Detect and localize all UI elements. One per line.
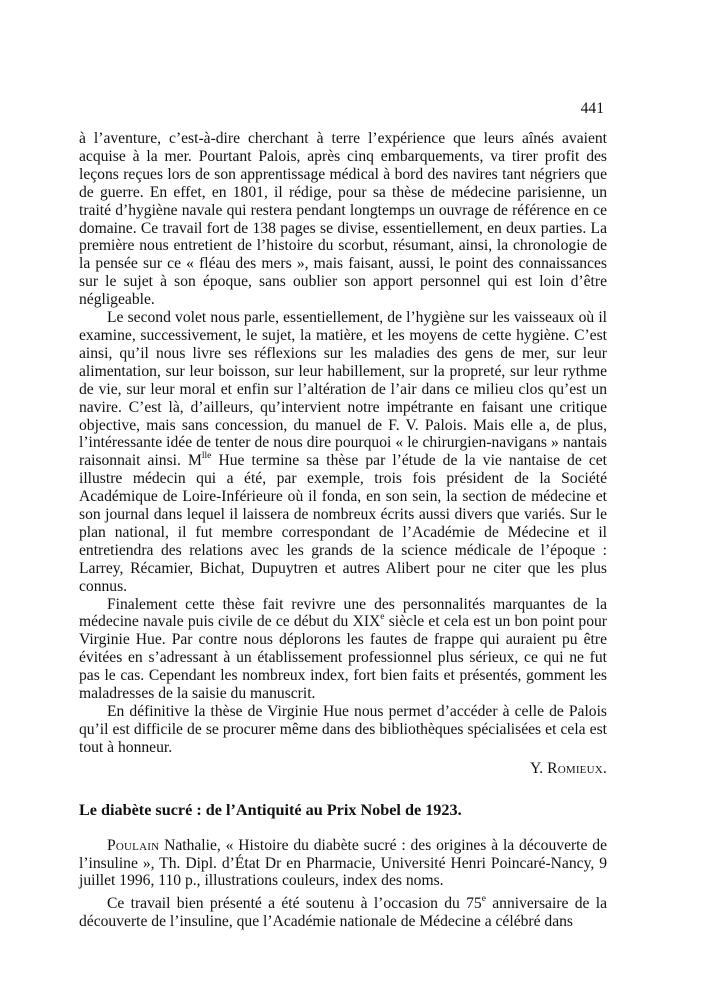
mlle-abbrev: $M^{lle}$ xyxy=(188,451,212,470)
paragraph-2-text: Le second volet nous parle, essentiellement, de l’hygiène sur les vaisseaux où il examine, successivement, le sujet, la matière, et les moyens de cette hygiène. C’est ainsi, qu’il nous livre ses réflexions sur les maladies des gens de mer, sur leur alimentation, sur leur boisson, sur leur habillement, sur la propreté, sur leur rythme de vie, sur leur moral et enfin sur l’altération de l’air dans ce milieu clos qu’est un navire. C’est là, d’ailleurs, qu’intervient notre impétrante en faisant une critique objective, mais sans concession, du manuel de F. V. Palois. Mais elle a, de plus, l’intéressante idée de tenter de nous dire pourquoi « le chirurgien-navigans » nantais raisonnait ainsi. xyxy=(79,309,607,470)
article-body xyxy=(79,130,607,931)
paragraph-3-rest: siècle et cela est un bon point pour Virginie Hue. Par contre nous déplorons les fautes de frappe qui auraient pu être évitées en s’adressant à un établissement professionnel plus sérieux, ce qui ne fut pas le cas. Cependant les nombreux index, fort bien faits et présentés, gomment les maladresses de la saisie du manuscrit. xyxy=(79,613,607,703)
ordinal-sup: e xyxy=(481,894,486,905)
reference-author: Poulain xyxy=(107,836,160,854)
paragraph-2 xyxy=(79,309,607,596)
paragraph-4: En définitive la thèse de Virginie Hue nous permet d’accéder à celle de Palois qu’il est difficile de se procurer même dans des bibliothèques spécialisées et cela est tout à honneur. xyxy=(79,703,607,756)
review-signature: Y. Romieux. xyxy=(530,759,607,777)
closing-paragraph: Ce travail bien présenté a été soutenu à l’occasion du 75e anniversaire de la découverte de l’insuline, que l’Académie nationale de Médecine a célébré dans xyxy=(79,894,607,931)
reference-details: Nathalie, « Histoire du diabète sucré : des origines à la découverte de l’insuline », Th. Dipl. d’État Dr en Pharmacie, Université Henri Poincaré-Nancy, 9 juillet 1996, 110 p., illustrations couleurs, index des noms. xyxy=(79,836,607,890)
paragraph-2-continuation: Hue termine sa thèse par l’étude de la vie nantaise de cet illustre médecin qui a été, par exemple, trois fois président de la Société Académique de Loire-Inférieure où il fonda, en son sein, la section de médecine et son journal dans lequel il laissera de nombreux écrits aussi divers que variés. Sur le plan national, il fut membre correspondant de l’Académie de Médecine et il entretiendra des relations avec les grands de la science médicale de l’époque : Larrey, Récamier, Bichat, Dupuytren et autres Alibert pour ne citer que les plus connus. xyxy=(79,452,608,595)
paragraph-1: à l’aventure, c’est-à-dire cherchant à terre l’expérience que leurs aînés avaient acquise à la mer. Pourtant Palois, après cinq embarquements, va tirer profit des leçons reçues lors de son apprentissage médical à bord des navires tant négriers que de guerre. En effet, en 1801, il rédige, pour sa thèse de médecine parisienne, un traité d’hygiène navale qui restera pendant longtemps un ouvrage de référence en ce domaine. Ce travail fort de 138 pages se divise, essentiellement, en deux parties. La première nous entretient de l’histoire du scorbut, résumant, ainsi, la chronologie de la pensée sur ce « fléau des mers », mais faisant, aussi, le point des connaissances sur le sujet à son époque, sans oublier son apport personnel qui est loin d’être négligeable. xyxy=(79,130,607,309)
book-reference xyxy=(79,837,607,891)
section-title: Le diabète sucré : de l’Antiquité au Prix Nobel de 1923. xyxy=(79,800,462,819)
page-number: 441 xyxy=(580,100,604,117)
signature-surname: Romieux. xyxy=(547,759,607,777)
century-label: XIXe xyxy=(352,612,385,631)
paragraph-3-start: Finalement cette thèse fait revivre une des personnalités marquantes de la médecine navale puis civile de ce début du xyxy=(79,595,607,631)
paragraph-3 xyxy=(79,596,607,703)
